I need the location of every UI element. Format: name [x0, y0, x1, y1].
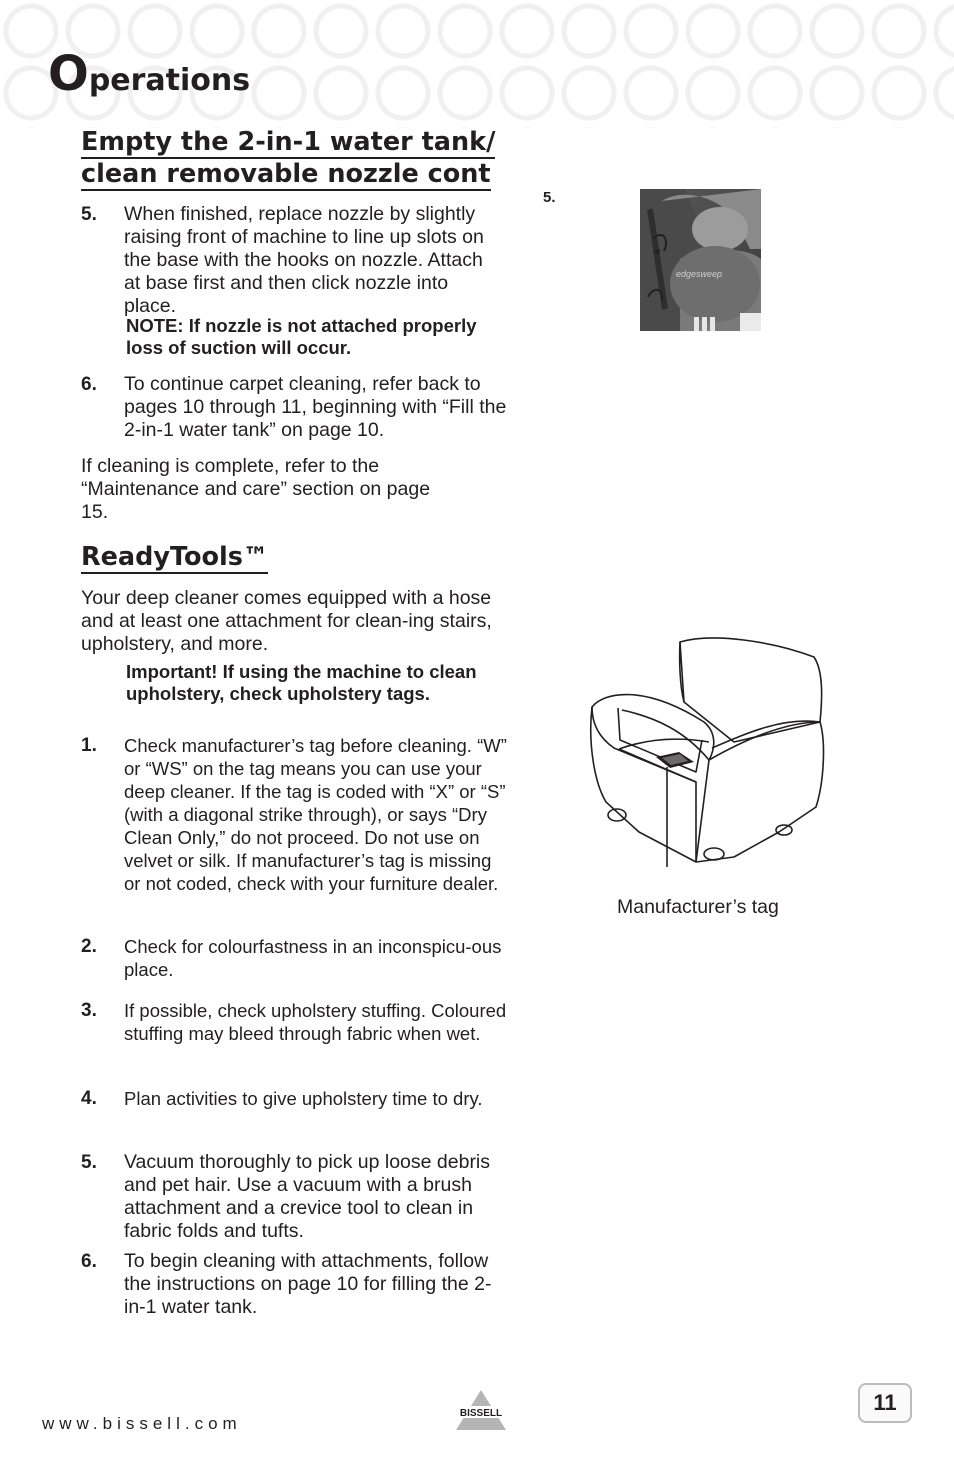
readytools-heading: ReadyTools™	[81, 542, 269, 572]
armchair-illustration	[584, 632, 826, 867]
section1-step-number: 5.	[81, 204, 97, 225]
readytools-step-number: 3.	[81, 1000, 97, 1021]
svg-text:BISSELL: BISSELL	[459, 1408, 503, 1419]
readytools-intro: Your deep cleaner comes equipped with a hose and at least one attachment for clean-ing stairs, upholstery, and more.	[81, 587, 492, 655]
readytools-step-text: If possible, check upholstery stuffing. Coloured stuffing may bleed through fabric when wet.	[124, 1000, 507, 1044]
section1-step-text: When finished, replace nozzle by slightly raising front of machine to line up slots on the base with the hooks on nozzle. Attach at base first and then click nozzle into place.	[124, 203, 484, 317]
readytools-step-number: 6.	[81, 1251, 97, 1272]
readytools-step-text: Check manufacturer’s tag before cleaning. “W” or “WS” on the tag means you can use your deep cleaner. If the tag is coded with “X” or “S” (with a diagonal strike through), or says “Dry Clean Only,” do not proceed. Do not use on velvet or silk. If manufacturer’s tag is missing or not coded, check with your furniture dealer.	[124, 735, 507, 894]
footer-url[interactable]: www.bissell.com	[42, 1414, 242, 1433]
readytools-step-text: To begin cleaning with attachments, follow the instructions on page 10 for filling the 2-in-1 water tank.	[124, 1250, 492, 1318]
nozzle-photo	[640, 189, 761, 331]
section-title: Operations	[48, 46, 251, 102]
readytools-step-number: 1.	[81, 735, 97, 756]
readytools-step-number: 2.	[81, 936, 97, 957]
bissell-logo	[448, 1388, 514, 1432]
readytools-step-text: Check for colourfastness in an inconspicu-ous place.	[124, 936, 502, 980]
closing-paragraph: If cleaning is complete, refer to the “Maintenance and care” section on page 15.	[81, 455, 431, 523]
photo-step-label: 5.	[543, 189, 556, 206]
readytools-step-text: Vacuum thoroughly to pick up loose debris and pet hair. Use a vacuum with a brush attachment and a crevice tool to clean in fabric folds and tufts.	[124, 1151, 491, 1242]
section1-heading: Empty the 2-in-1 water tank/ clean removable nozzle cont	[81, 127, 496, 189]
nozzle-note: NOTE: If nozzle is not attached properly loss of suction will occur.	[126, 315, 477, 358]
readytools-step-text: Plan activities to give upholstery time to dry.	[124, 1088, 483, 1109]
section1-step-number: 6.	[81, 374, 97, 395]
edgesweep-logo-text: edgesweep	[676, 269, 723, 279]
page-number: 11	[858, 1383, 912, 1423]
readytools-step-number: 5.	[81, 1152, 97, 1173]
section1-step-text: To continue carpet cleaning, refer back to pages 10 through 11, beginning with “Fill the 2-in-1 water tank” on page 10.	[124, 373, 507, 441]
important-note: Important! If using the machine to clean upholstery, check upholstery tags.	[126, 661, 477, 704]
manufacturers-tag-caption: Manufacturer’s tag	[617, 896, 779, 918]
readytools-step-number: 4.	[81, 1088, 97, 1109]
